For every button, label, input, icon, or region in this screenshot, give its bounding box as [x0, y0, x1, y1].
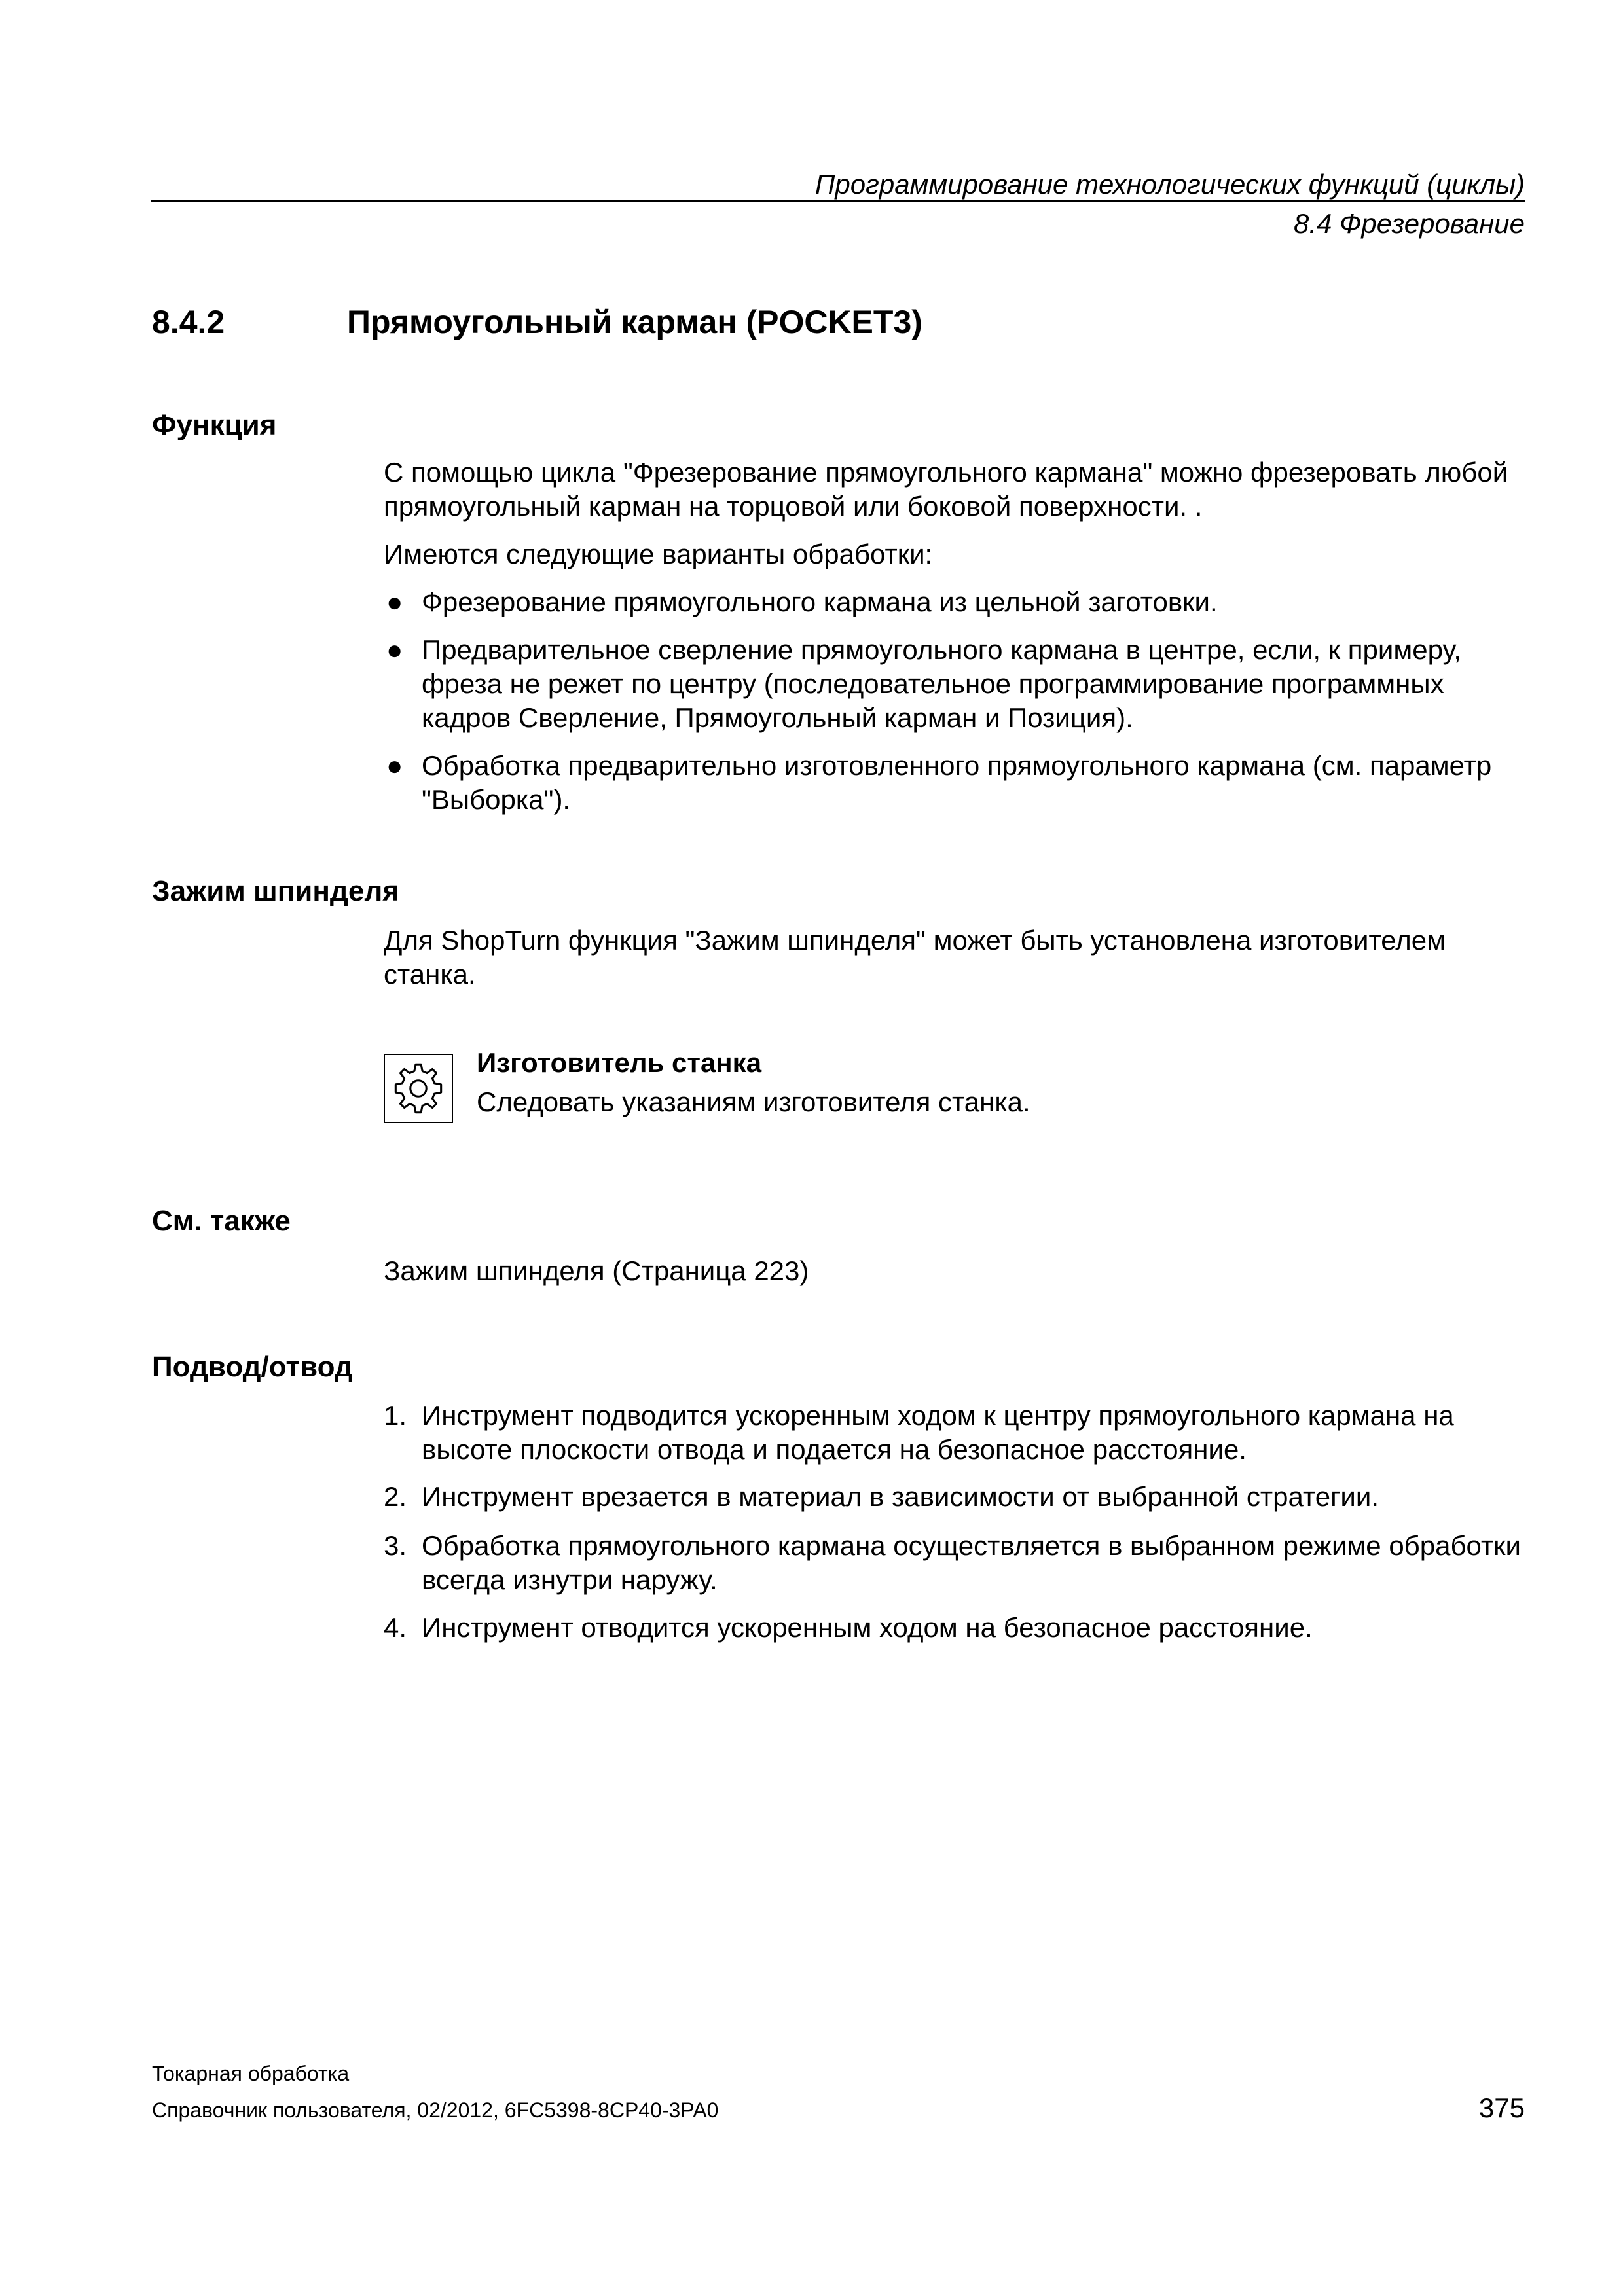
list-item: [384, 633, 1526, 735]
note-title: Изготовитель станка: [477, 1047, 762, 1078]
step-text: Обработка прямоугольного кармана осуществляется в выбранном режиме обработки всегда изнутри наружу.: [422, 1530, 1522, 1595]
see-also-body: [384, 1254, 1526, 1288]
variants-list: [384, 749, 1526, 817]
spindle-clamp-text: Для ShopTurn функция "Зажим шпинделя" может быть установлена изготовителем станка.: [384, 925, 1446, 990]
list-item: [384, 1529, 1526, 1597]
section-title: [152, 301, 922, 343]
function-intro: [384, 456, 1526, 524]
heading-spindle-clamp: Зажим шпинделя: [152, 875, 399, 907]
variants-list: [384, 633, 1526, 735]
variants-intro-text: Имеются следующие варианты обработки:: [384, 539, 933, 569]
bullet-icon: ●: [386, 586, 403, 617]
step-text: Инструмент врезается в материал в зависимости от выбранной стратегии.: [422, 1481, 1379, 1512]
step-number: 4.: [384, 1612, 407, 1643]
variants-list: [384, 585, 1526, 619]
variant-text: Обработка предварительно изготовленного прямоугольного кармана (см. параметр "Выборка").: [422, 750, 1492, 815]
section-number: 8.4.2: [152, 304, 225, 340]
bullet-icon: ●: [386, 634, 403, 665]
list-item: [384, 585, 1526, 619]
bullet-icon: ●: [386, 750, 403, 781]
running-head-chapter: Программирование технологических функций (циклы): [814, 169, 1525, 200]
list-item: [384, 1480, 1526, 1514]
footer-product: Токарная обработка: [152, 2062, 350, 2085]
page-number: 375: [1478, 2092, 1525, 2123]
approach-steps: [384, 1611, 1526, 1645]
header-divider: [151, 200, 1525, 202]
step-number: 1.: [384, 1400, 407, 1431]
list-item: [384, 749, 1526, 817]
spindle-clamp-body: [384, 924, 1526, 992]
section-title-text: Прямоугольный карман (POCKET3): [347, 304, 922, 340]
variants-intro: [384, 537, 1526, 571]
gear-icon: [384, 1054, 453, 1123]
heading-see-also: См. также: [152, 1205, 291, 1237]
function-intro-text: С помощью цикла "Фрезерование прямоугольного кармана" можно фрезеровать любой прямоугольный карман на торцовой или боковой поверхности. .: [384, 457, 1508, 522]
variant-text: Фрезерование прямоугольного кармана из цельной заготовки.: [422, 586, 1218, 617]
step-text: Инструмент подводится ускоренным ходом к центру прямоугольного кармана на высоте плоскости отвода и подается на безопасное расстояние.: [422, 1400, 1454, 1465]
step-number: 3.: [384, 1530, 407, 1561]
approach-steps: [384, 1399, 1526, 1467]
variant-text: Предварительное сверление прямоугольного кармана в центре, если, к примеру, фреза не режет по центру (последовательное программирование программных кадров Сверление, Прямоугольный карман и Позиция).: [422, 634, 1461, 733]
heading-approach: Подвод/отвод: [152, 1351, 353, 1383]
running-head-section: 8.4 Фрезерование: [1293, 208, 1525, 239]
list-item: [384, 1611, 1526, 1645]
note-text: Следовать указаниям изготовителя станка.: [477, 1086, 1030, 1117]
heading-function: Функция: [152, 409, 277, 441]
approach-steps: [384, 1480, 1526, 1514]
step-number: 2.: [384, 1481, 407, 1512]
footer-manual-info: Справочник пользователя, 02/2012, 6FC5398-8CP40-3PA0: [152, 2098, 719, 2122]
list-item: [384, 1399, 1526, 1467]
running-head: [815, 165, 1525, 243]
see-also-link[interactable]: Зажим шпинделя (Страница 223): [384, 1255, 809, 1286]
step-text: Инструмент отводится ускоренным ходом на безопасное расстояние.: [422, 1612, 1313, 1643]
approach-steps: [384, 1529, 1526, 1597]
